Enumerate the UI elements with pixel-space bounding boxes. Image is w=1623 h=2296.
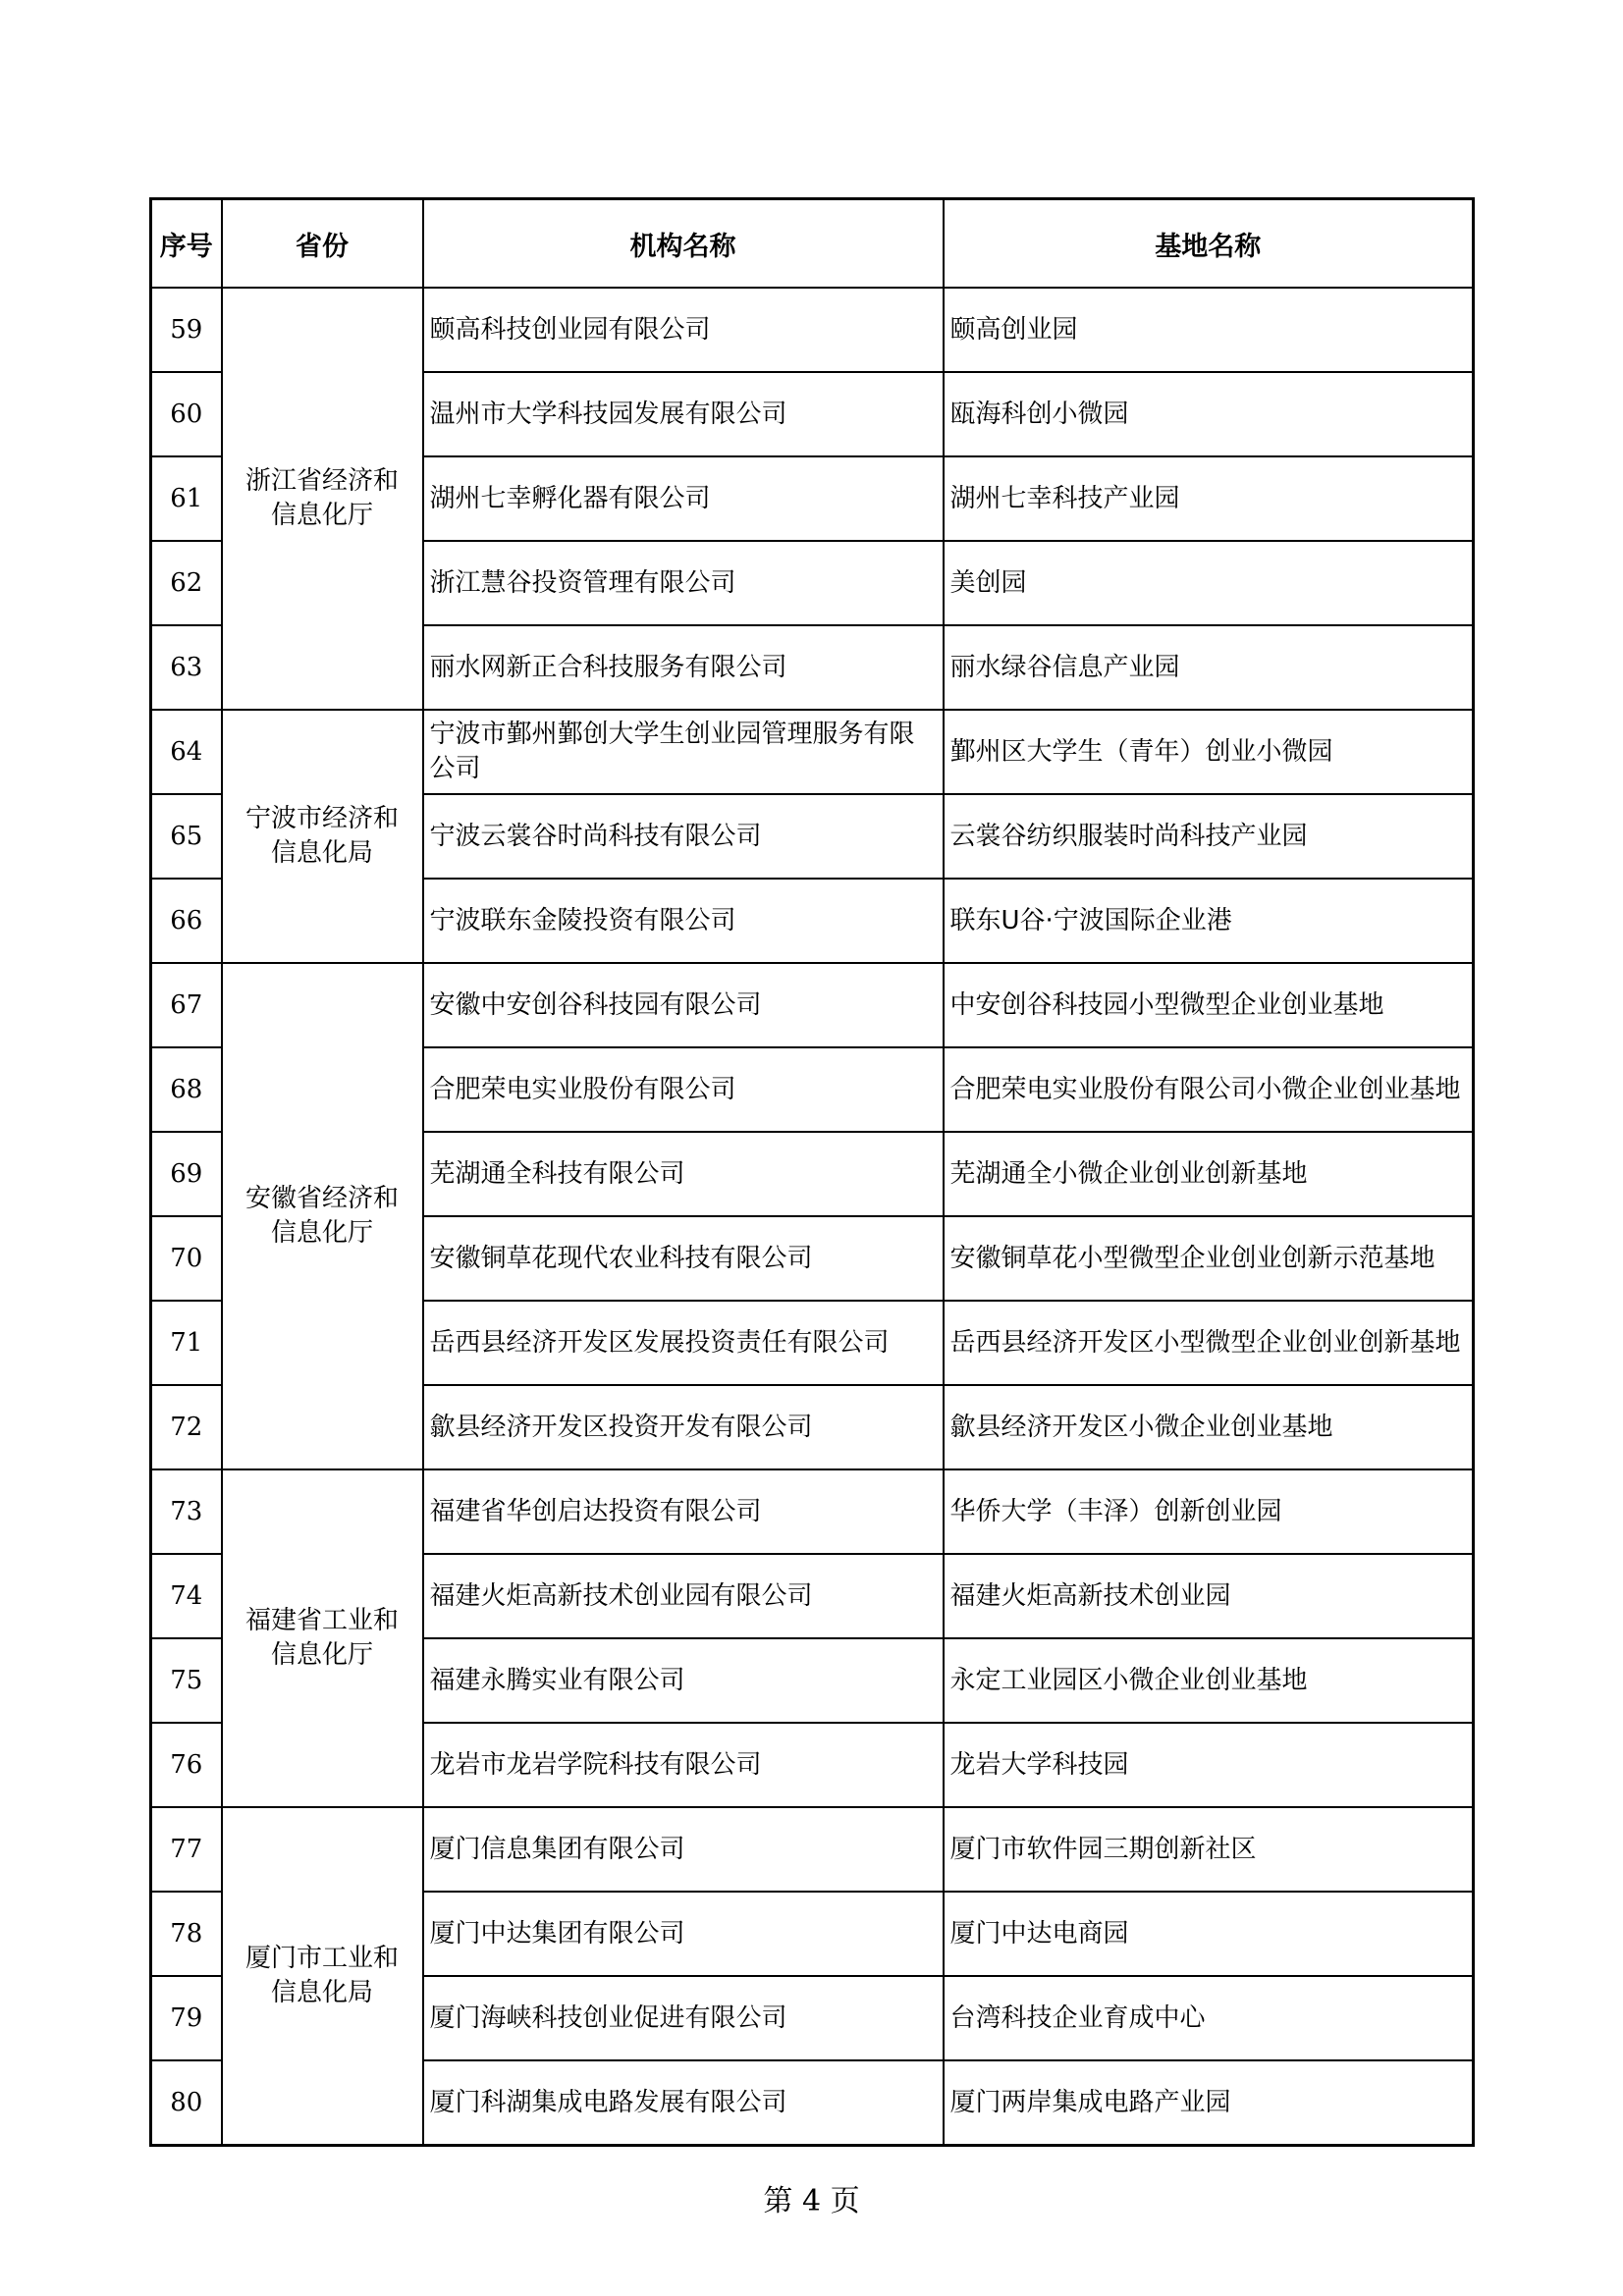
- org-name-cell: 颐高科技创业园有限公司: [423, 288, 944, 372]
- province-label: 浙江省经济和信息化厅: [244, 466, 399, 530]
- org-name-cell: 安徽铜草花现代农业科技有限公司: [423, 1216, 944, 1301]
- org-name-cell: 龙岩市龙岩学院科技有限公司: [423, 1723, 944, 1807]
- serial-number-cell: 73: [151, 1469, 222, 1554]
- base-name-cell: 安徽铜草花小型微型企业创业创新示范基地: [944, 1216, 1474, 1301]
- institution-table: [149, 197, 1475, 2147]
- org-name-cell: 歙县经济开发区投资开发有限公司: [423, 1385, 944, 1469]
- org-name-cell: 安徽中安创谷科技园有限公司: [423, 963, 944, 1047]
- province-cell: [222, 1469, 423, 1807]
- province-cell: [222, 1807, 423, 2146]
- org-name-cell: 丽水网新正合科技服务有限公司: [423, 625, 944, 710]
- base-name-cell: 台湾科技企业育成中心: [944, 1976, 1474, 2060]
- province-label: 厦门市工业和信息化局: [244, 1944, 399, 2007]
- header-serial: 序号: [151, 199, 222, 289]
- serial-number-cell: 79: [151, 1976, 222, 2060]
- serial-number-cell: 65: [151, 794, 222, 879]
- serial-number-cell: 78: [151, 1892, 222, 1976]
- org-name-cell: 合肥荣电实业股份有限公司: [423, 1047, 944, 1132]
- serial-number-cell: 71: [151, 1301, 222, 1385]
- org-name-cell: 宁波联东金陵投资有限公司: [423, 879, 944, 963]
- serial-number-cell: 62: [151, 541, 222, 625]
- base-name-cell: 联东U谷·宁波国际企业港: [944, 879, 1474, 963]
- org-name-cell: 芜湖通全科技有限公司: [423, 1132, 944, 1216]
- org-name-cell: 厦门中达集团有限公司: [423, 1892, 944, 1976]
- base-name-cell: 云裳谷纺织服装时尚科技产业园: [944, 794, 1474, 879]
- base-name-cell: 丽水绿谷信息产业园: [944, 625, 1474, 710]
- org-name-cell: 福建省华创启达投资有限公司: [423, 1469, 944, 1554]
- serial-number-cell: 67: [151, 963, 222, 1047]
- base-name-cell: 鄞州区大学生（青年）创业小微园: [944, 710, 1474, 794]
- base-name-cell: 龙岩大学科技园: [944, 1723, 1474, 1807]
- base-name-cell: 华侨大学（丰泽）创新创业园: [944, 1469, 1474, 1554]
- org-name-cell: 温州市大学科技园发展有限公司: [423, 372, 944, 456]
- serial-number-cell: 80: [151, 2060, 222, 2146]
- table-body: [151, 288, 1474, 2146]
- table-row: [151, 963, 1474, 1047]
- header-province: 省份: [222, 199, 423, 289]
- serial-number-cell: 70: [151, 1216, 222, 1301]
- serial-number-cell: 77: [151, 1807, 222, 1892]
- province-cell: [222, 963, 423, 1469]
- serial-number-cell: 61: [151, 456, 222, 541]
- base-name-cell: 合肥荣电实业股份有限公司小微企业创业基地: [944, 1047, 1474, 1132]
- table-row: [151, 1469, 1474, 1554]
- base-name-cell: 湖州七幸科技产业园: [944, 456, 1474, 541]
- org-name-cell: 厦门科湖集成电路发展有限公司: [423, 2060, 944, 2146]
- org-name-cell: 宁波市鄞州鄞创大学生创业园管理服务有限公司: [423, 710, 944, 794]
- table-row: [151, 288, 1474, 372]
- serial-number-cell: 69: [151, 1132, 222, 1216]
- province-cell: [222, 710, 423, 963]
- org-name-cell: 厦门信息集团有限公司: [423, 1807, 944, 1892]
- org-name-cell: 福建火炬高新技术创业园有限公司: [423, 1554, 944, 1638]
- table-row: [151, 1807, 1474, 1892]
- page-number: 第 4 页: [763, 2184, 860, 2218]
- base-name-cell: 瓯海科创小微园: [944, 372, 1474, 456]
- serial-number-cell: 74: [151, 1554, 222, 1638]
- serial-number-cell: 59: [151, 288, 222, 372]
- base-name-cell: 福建火炬高新技术创业园: [944, 1554, 1474, 1638]
- base-name-cell: 芜湖通全小微企业创业创新基地: [944, 1132, 1474, 1216]
- header-org-name: 机构名称: [423, 199, 944, 289]
- base-name-cell: 颐高创业园: [944, 288, 1474, 372]
- base-name-cell: 永定工业园区小微企业创业基地: [944, 1638, 1474, 1723]
- serial-number-cell: 76: [151, 1723, 222, 1807]
- table-row: [151, 710, 1474, 794]
- org-name-cell: 岳西县经济开发区发展投资责任有限公司: [423, 1301, 944, 1385]
- serial-number-cell: 66: [151, 879, 222, 963]
- serial-number-cell: 75: [151, 1638, 222, 1723]
- org-name-cell: 厦门海峡科技创业促进有限公司: [423, 1976, 944, 2060]
- serial-number-cell: 72: [151, 1385, 222, 1469]
- serial-number-cell: 68: [151, 1047, 222, 1132]
- base-name-cell: 美创园: [944, 541, 1474, 625]
- org-name-cell: 宁波云裳谷时尚科技有限公司: [423, 794, 944, 879]
- province-label: 宁波市经济和信息化局: [244, 804, 399, 868]
- base-name-cell: 厦门中达电商园: [944, 1892, 1474, 1976]
- serial-number-cell: 60: [151, 372, 222, 456]
- province-label: 福建省工业和信息化厅: [244, 1606, 399, 1670]
- base-name-cell: 厦门两岸集成电路产业园: [944, 2060, 1474, 2146]
- serial-number-cell: 64: [151, 710, 222, 794]
- base-name-cell: 中安创谷科技园小型微型企业创业基地: [944, 963, 1474, 1047]
- header-base-name: 基地名称: [944, 199, 1474, 289]
- base-name-cell: 歙县经济开发区小微企业创业基地: [944, 1385, 1474, 1469]
- province-cell: [222, 288, 423, 710]
- base-name-cell: 岳西县经济开发区小型微型企业创业创新基地: [944, 1301, 1474, 1385]
- base-name-cell: 厦门市软件园三期创新社区: [944, 1807, 1474, 1892]
- org-name-cell: 浙江慧谷投资管理有限公司: [423, 541, 944, 625]
- org-name-cell: 湖州七幸孵化器有限公司: [423, 456, 944, 541]
- table-header-row: [151, 199, 1474, 289]
- org-name-cell: 福建永腾实业有限公司: [423, 1638, 944, 1723]
- serial-number-cell: 63: [151, 625, 222, 710]
- province-label: 安徽省经济和信息化厅: [244, 1184, 399, 1248]
